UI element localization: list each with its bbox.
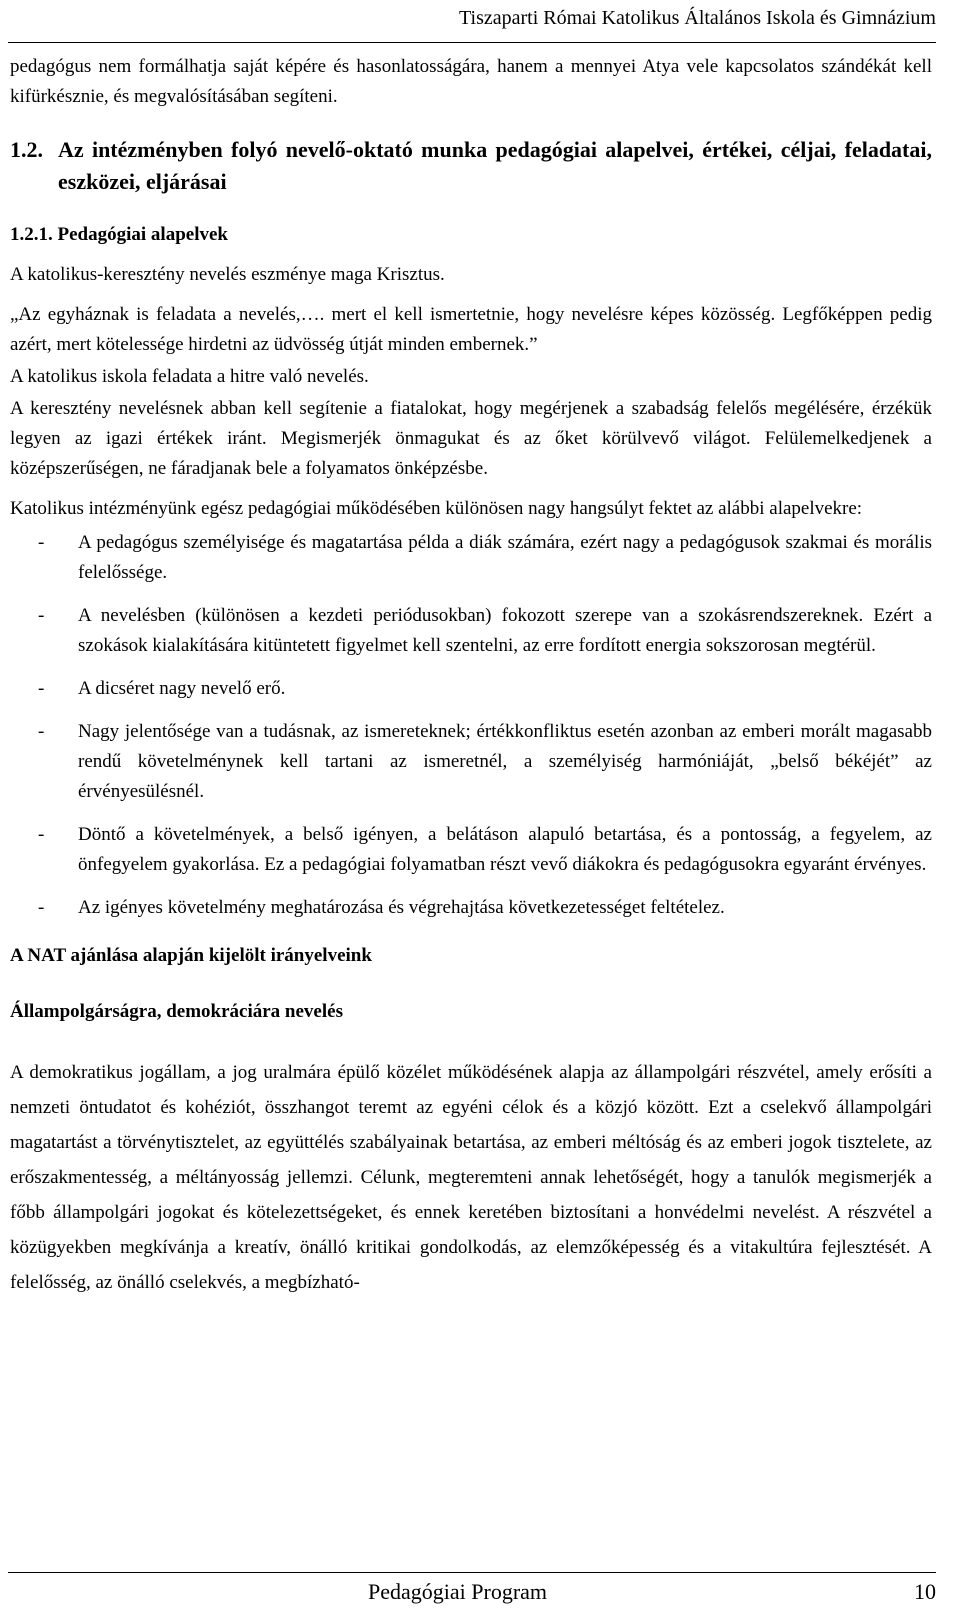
list-item [10,674,932,704]
page-number: 10 [914,1579,936,1604]
list-item [10,717,932,807]
page-body [10,52,932,1300]
section-number: 1.2. [10,137,43,162]
civic-heading: Állampolgárságra, demokráciára nevelés [10,1001,343,1022]
footer-divider [8,1572,936,1573]
paragraph-faith-education: A katolikus iskola feladata a hitre való nevelés. [10,366,369,387]
nat-heading: A NAT ajánlása alapján kijelölt irányelveink [10,945,372,966]
bullet-dash: - [38,721,45,742]
bullet-dash: - [38,605,45,626]
section-heading [10,134,932,198]
list-item-text: A nevelésben (különösen a kezdeti periódusokban) fokozott szerepe van a szokásrendszereknek. Ezért a szokások kialakítására kitüntetett figyelmet kell szentelni, az erre fordított energia sokszorosan megtérül. [78,605,932,656]
list-item-text: Döntő a követelmények, a belső igényen, a belátáson alapuló betartása, és a pontosság, a fegyelem, az önfegyelem gyakorlása. Ez a pedagógiai folyamatban részt vevő diákokra és pedagógusokra egyaránt érvényes. [78,824,932,875]
paragraph-principles-intro: Katolikus intézményünk egész pedagógiai működésében különösen nagy hangsúlyt fektet az alábbi alapelvekre: [10,498,863,519]
list-item-text: Nagy jelentősége van a tudásnak, az ismereteknek; értékkonfliktus esetén azonban az emberi morált magasabb rendű követelménynek kell tartani az ismeretnél, a személyiség harmóniáját, „belső békéjét” az érvényesülésnél. [78,721,932,802]
list-item [10,893,932,923]
header-divider [8,42,936,43]
bullet-dash: - [38,824,45,845]
paragraph-ideal: A katolikus-keresztény nevelés eszménye maga Krisztus. [10,264,445,285]
footer-title: Pedagógiai Program [368,1579,548,1604]
list-item [10,528,932,588]
paragraph-christian-education: A keresztény nevelésnek abban kell segítenie a fiatalokat, hogy megérjenek a szabadság felelős megélésére, érzékük legyen az igazi értékek iránt. Megismerjék önmagukat és az őket körülvevő világot. Felülemelkedjenek a középszerűségen, ne fáradjanak bele a folyamatos önképzésbe. [10,398,932,479]
bullet-dash: - [38,897,45,918]
subsection-heading: 1.2.1. Pedagógiai alapelvek [10,224,228,245]
list-item [10,820,932,880]
bullet-dash: - [38,678,45,699]
intro-paragraph: pedagógus nem formálhatja saját képére és hasonlatosságára, hanem a mennyei Atya vele kapcsolatos szándékát kell kifürkésznie, és megvalósításában segíteni. [10,56,932,107]
list-item [10,601,932,661]
paragraph-democracy: A demokratikus jogállam, a jog uralmára épülő közélet működésének alapja az állampolgári részvétel, amely erősíti a nemzeti öntudatot és kohéziót, összhangot teremt az egyéni célok és a közjó között. Ezt a cselekvő állampolgári magatartást a törvénytisztelet, az együttélés szabályainak betartása, az emberi méltóság és az emberi jogok tisztelete, az erőszakmentesség, a méltányosság jellemzi. Célunk, megteremteni annak lehetőségét, hogy a tanulók megismerjék a főbb állampolgári jogokat és kötelezettségeket, és ennek keretében biztosítani a honvédelmi nevelést. A részvétel a közügyekben megkívánja a kreatív, önálló kritikai gondolkodás, az elemzőképesség és a vitakultúra fejlesztését. A felelősség, az önálló cselekvés, a megbízható- [10,1062,932,1293]
running-header: Tiszaparti Római Katolikus Általános Iskola és Gimnázium [459,7,936,29]
quote-paragraph: „Az egyháznak is feladata a nevelés,…. mert el kell ismertetnie, hogy nevelésre képes közösség. Legfőképpen pedig azért, mert kötelessége hirdetni az üdvösség útját minden embernek.” [10,304,932,355]
bullet-dash: - [38,532,45,553]
list-item-text: Az igényes követelmény meghatározása és végrehajtása következetességet feltételez. [78,897,725,918]
list-item-text: A pedagógus személyisége és magatartása példa a diák számára, ezért nagy a pedagógusok szakmai és morális felelőssége. [78,532,932,583]
principles-list [10,528,932,923]
list-item-text: A dicséret nagy nevelő erő. [78,678,286,699]
section-title: Az intézményben folyó nevelő-oktató munka pedagógiai alapelvei, értékei, céljai, feladatai, eszközei, eljárásai [58,137,932,194]
